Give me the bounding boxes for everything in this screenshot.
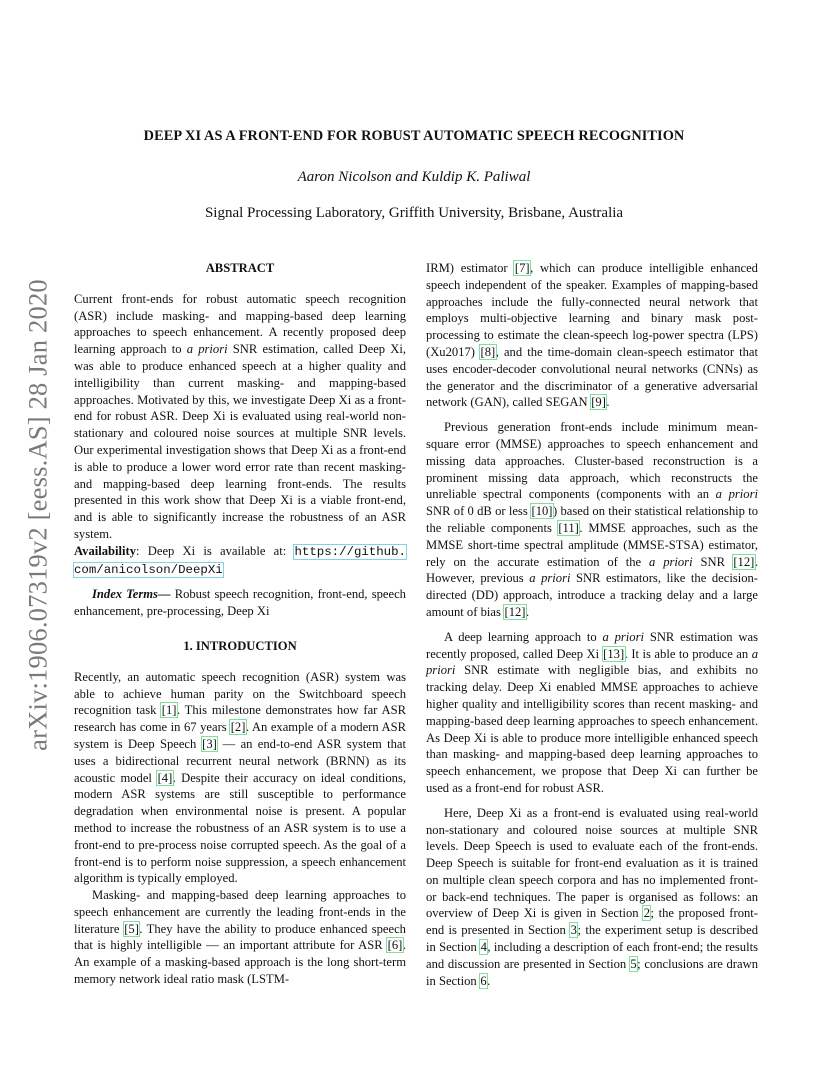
index-terms: Index Terms— Robust speech recognition, front-end, speech enhancement, pre-processing, Deep Xi <box>74 587 406 619</box>
github-link-continued[interactable]: com/anicolson/DeepXi <box>74 562 223 577</box>
citation-link[interactable]: [12] <box>504 604 526 619</box>
citation-link[interactable]: [9] <box>591 395 606 410</box>
section-link[interactable]: 5 <box>630 956 637 971</box>
citation-link[interactable]: [12] <box>733 554 755 569</box>
availability: Availability: Deep Xi is available at: https://github. com/anicolson/DeepXi <box>74 543 406 577</box>
arxiv-identifier-text: arXiv:1906.07319v2 [eess.AS] 28 Jan 2020 <box>22 279 53 751</box>
citation-link[interactable]: [6] <box>387 938 403 953</box>
abstract-heading: ABSTRACT <box>205 261 275 275</box>
intro-heading: 1. INTRODUCTION <box>183 638 297 653</box>
github-link[interactable]: https://github. <box>294 544 406 559</box>
citation-link[interactable]: [11] <box>558 520 579 535</box>
citation-link[interactable]: [10] <box>531 504 553 519</box>
intro-paragraph-2-continued: IRM) estimator [7], which can produce intelligible enhanced speech independent of the speaker. Examples of mapping-based approaches include the fully-connected neural network that employs multi-objective learning and binary mask post-processing to estimate the clean-speech log-power spectra (LPS) (Xu2017) [8], and the time-domain clean-speech estimator that uses encoder-decoder convolutional neural networks (CNNs) as the generator and the discriminator of a generative adversarial network (GAN), called SEGAN [9]. <box>426 261 758 410</box>
citation-link[interactable]: [13] <box>603 646 625 661</box>
abstract-body: Current front-ends for robust automatic speech recognition (ASR) include masking- and mapping-based deep learning approaches to speech enhancement. A recently proposed deep learning approach to a priori SNR estimation, called Deep Xi, was able to produce enhanced speech at a higher quality and intelligibility than current masking- and mapping-based approaches. Motivated by this, we investigate Deep Xi as a front-end for robust ASR. Deep Xi is evaluated using real-world non-stationary and coloured noise sources at multiple SNR levels. Our experimental investigation shows that Deep Xi as a front-end is able to produce a lower word error rate than recent masking- and mapping-based deep learning front-ends. The results presented in this work show that Deep Xi is a viable front-end, and is able to significantly increase the robustness of an ASR system. <box>74 291 407 541</box>
intro-paragraph-2: Masking- and mapping-based deep learning approaches to speech enhancement are currently the leading front-ends in the literature [5]. They have the ability to produce enhanced speech that is highly intelligible — an important attribute for ASR [6]. An example of a masking-based approach is the long short-term memory network ideal ratio mask (LSTM- <box>74 888 406 987</box>
intro-paragraph-3: Previous generation front-ends include minimum mean-square error (MMSE) approaches to speech enhancement and missing data approaches. Cluster-based reconstruction is a prominent missing data approach, which reconstructs the unreliable spectral components (components with an a priori SNR of 0 dB or less [10]) based on their statistical relationship to the reliable components [11]. MMSE approaches, such as the MMSE short-time spectral amplitude (MMSE-STSA) estimator, rely on the accurate estimation of the a priori SNR [12]. However, previous a priori SNR estimators, like the decision-directed (DD) approach, introduce a tracking delay and a large amount of bias [12]. <box>426 420 759 619</box>
citation-link[interactable]: [3] <box>202 736 217 751</box>
citation-link[interactable]: [7] <box>514 261 530 275</box>
citation-link[interactable]: [4] <box>157 770 173 785</box>
section-link[interactable]: 6 <box>480 973 487 988</box>
intro-paragraph-4: A deep learning approach to a priori SNR estimation was recently proposed, called Deep Xi [13]. It is able to produce an a priori SNR estimate with negligible bias, and exhibits no tracking delay. Deep Xi enabled MMSE approaches to achieve higher quality and intelligibility scores than recent masking- and mapping-based deep learning approaches to speech enhancement. As Deep Xi is able to produce more intelligible enhanced speech than masking- and mapping-based deep learning approaches to speech enhancement, we propose that Deep Xi can further be used as a front-end for robust ASR. <box>426 629 759 795</box>
right-column <box>426 260 758 989</box>
section-link[interactable]: 2 <box>643 906 650 921</box>
paper-affiliation: Signal Processing Laboratory, Griffith University, Brisbane, Australia <box>204 205 624 221</box>
citation-link[interactable]: [5] <box>124 921 139 936</box>
citation-link[interactable]: [1] <box>161 703 177 718</box>
arxiv-identifier <box>12 279 64 751</box>
left-column <box>74 260 406 988</box>
citation-link[interactable]: [2] <box>230 720 246 735</box>
paper-title: DEEP XI AS A FRONT-END FOR ROBUST AUTOMATIC SPEECH RECOGNITION <box>143 128 685 144</box>
section-link[interactable]: 4 <box>480 940 487 955</box>
citation-link[interactable]: [8] <box>480 344 496 359</box>
paper-authors: Aaron Nicolson and Kuldip K. Paliwal <box>297 169 531 185</box>
intro-paragraph-5: Here, Deep Xi as a front-end is evaluated using real-world non-stationary and coloured noise sources at multiple SNR levels. Deep Speech is used to evaluate each of the front-ends. Deep Speech is suitable for front-end evaluation as it is trained on multiple clean speech corpora and has no implemented front- or back-end techniques. The paper is organised as follows: an overview of Deep Xi is given in Section 2; the proposed front-end is presented in Section 3; the experiment setup is described in Section 4, including a description of each front-end; the results and discussion are presented in Section 5; conclusions are drawn in Section 6. <box>426 805 758 988</box>
availability-label: Availability <box>74 543 137 558</box>
section-link[interactable]: 3 <box>570 923 577 938</box>
intro-paragraph-1: Recently, an automatic speech recognition (ASR) system was able to achieve human parity on the Switchboard speech recognition task [1]. This milestone demonstrates how far ASR research has come in 67 years [2]. An example of a modern ASR system is Deep Speech [3] — an end-to-end ASR system that uses a bidirectional recurrent neural network (BRNN) as its acoustic model [4]. Despite their accuracy on ideal conditions, modern ASR systems are still susceptible to performance degradation when environmental noise is present. A popular method to increase the robustness of an ASR system is to use a front-end to pre-process noise corrupted speech. As the goal of a front-end is to perform noise suppression, a speech enhancement algorithm is typically employed. <box>74 669 407 886</box>
index-terms-label: Index Terms— <box>92 587 171 602</box>
